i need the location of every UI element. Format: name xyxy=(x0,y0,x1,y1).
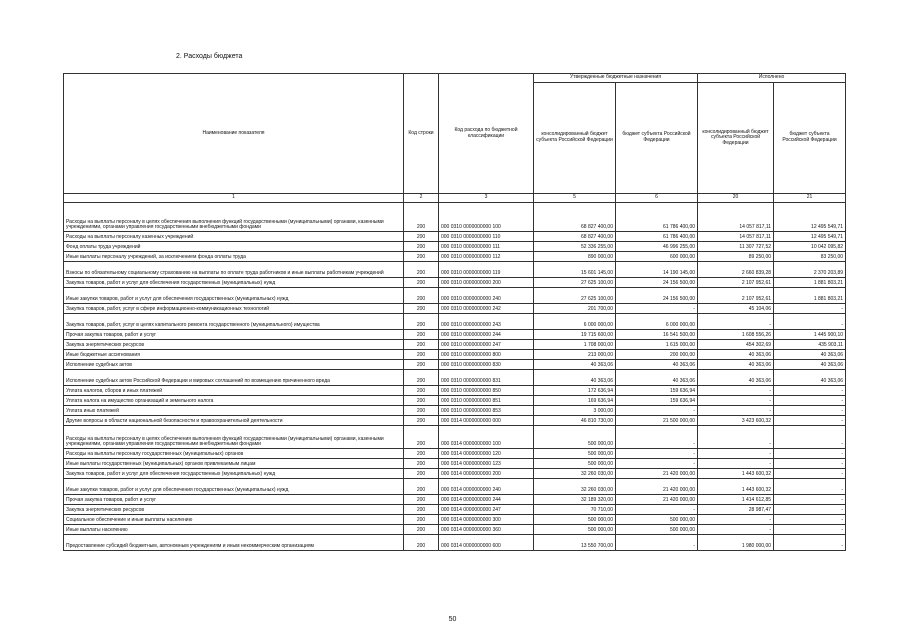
row-code: 200 xyxy=(404,386,439,396)
column-number: 20 xyxy=(698,194,774,203)
approved-subject: - xyxy=(616,426,698,449)
executed-consolidated: - xyxy=(698,459,774,469)
row-classification: 000 0310 0000000000 240 xyxy=(439,288,534,304)
approved-consolidated: 890 000,00 xyxy=(534,252,616,262)
row-name: Уплата налога на имущество организаций и земельного налога xyxy=(64,396,404,406)
row-name: Закупка товаров, работ и услуг для обеспечения государственных (муниципальных) нужд xyxy=(64,278,404,288)
executed-consolidated: - xyxy=(698,449,774,459)
table-row xyxy=(64,262,846,278)
approved-consolidated: 500 000,00 xyxy=(534,426,616,449)
approved-subject: 40 363,06 xyxy=(616,370,698,386)
row-classification: 000 0310 0000000000 110 xyxy=(439,232,534,242)
row-name: Предоставление субсидий бюджетным, автономным учреждениям и иным некоммерческим организациям xyxy=(64,535,404,551)
approved-consolidated: 3 000,00 xyxy=(534,406,616,416)
row-code: 200 xyxy=(404,242,439,252)
executed-consolidated: 1 608 556,26 xyxy=(698,330,774,340)
row-code: 200 xyxy=(404,370,439,386)
row-classification: 000 0310 0000000000 850 xyxy=(439,386,534,396)
executed-consolidated: - xyxy=(698,525,774,535)
row-name: Фонд оплаты труда учреждений xyxy=(64,242,404,252)
approved-subject: 200 000,00 xyxy=(616,350,698,360)
row-classification: 000 0314 0000000000 000 xyxy=(439,416,534,426)
header-approved-subject: бюджет субъекта Российской Федерации xyxy=(616,83,698,194)
approved-consolidated: 68 827 400,00 xyxy=(534,232,616,242)
row-classification: 000 0310 0000000000 244 xyxy=(439,330,534,340)
approved-consolidated: 500 000,00 xyxy=(534,525,616,535)
executed-consolidated: 45 104,06 xyxy=(698,304,774,314)
executed-subject: - xyxy=(774,459,846,469)
table-row xyxy=(64,386,846,396)
row-name: Расходы на выплаты персоналу в целях обеспечения выполнения функций государственными (муниципальными) органами, казенными учреждениями, органами управления государственными внебюджетными фондами xyxy=(64,426,404,449)
row-code: 200 xyxy=(404,304,439,314)
row-classification: 000 0310 0000000000 200 xyxy=(439,278,534,288)
approved-consolidated: 13 550 700,00 xyxy=(534,535,616,551)
table-row xyxy=(64,449,846,459)
executed-consolidated: 1 414 612,85 xyxy=(698,495,774,505)
approved-subject: - xyxy=(616,459,698,469)
table-row xyxy=(64,278,846,288)
row-name: Закупка энергетических ресурсов xyxy=(64,505,404,515)
column-number-row xyxy=(64,194,846,203)
row-code: 200 xyxy=(404,330,439,340)
approved-subject: 21 420 000,00 xyxy=(616,469,698,479)
table-row xyxy=(64,479,846,495)
header-approved-consolidated: консолидированный бюджет субъекта Российской Федерации xyxy=(534,83,616,194)
row-name: Закупка товаров, работ, услуг в целях капитального ремонта государственного (муниципального) имущества xyxy=(64,314,404,330)
executed-consolidated: 14 057 817,11 xyxy=(698,203,774,232)
table-row xyxy=(64,242,846,252)
approved-consolidated: 500 000,00 xyxy=(534,515,616,525)
executed-consolidated: 40 363,06 xyxy=(698,360,774,370)
row-name: Уплата налогов, сборов и иных платежей xyxy=(64,386,404,396)
row-classification: 000 0314 0000000000 100 xyxy=(439,426,534,449)
executed-consolidated: 28 987,47 xyxy=(698,505,774,515)
executed-consolidated: 3 423 600,32 xyxy=(698,416,774,426)
table-row xyxy=(64,252,846,262)
row-code: 200 xyxy=(404,469,439,479)
row-code: 200 xyxy=(404,525,439,535)
executed-consolidated: 89 250,00 xyxy=(698,252,774,262)
row-code: 200 xyxy=(404,416,439,426)
executed-subject: - xyxy=(774,304,846,314)
executed-consolidated: - xyxy=(698,406,774,416)
executed-consolidated: 2 660 839,28 xyxy=(698,262,774,278)
table-row xyxy=(64,370,846,386)
header-name: Наименование показателя xyxy=(64,74,404,194)
row-classification: 000 0314 0000000000 360 xyxy=(439,525,534,535)
row-name: Взносы по обязательному социальному страхованию на выплаты по оплате труда работников и иные выплаты работникам учреждений xyxy=(64,262,404,278)
row-name: Иные выплаты населению xyxy=(64,525,404,535)
executed-consolidated: - xyxy=(698,386,774,396)
executed-subject: 12 495 549,71 xyxy=(774,232,846,242)
approved-subject: 24 156 500,00 xyxy=(616,288,698,304)
executed-subject: 2 370 203,89 xyxy=(774,262,846,278)
approved-consolidated: 27 625 100,00 xyxy=(534,288,616,304)
approved-subject: - xyxy=(616,505,698,515)
row-name: Иные закупки товаров, работ и услуг для обеспечения государственных (муниципальных) нужд xyxy=(64,479,404,495)
page-number: 50 xyxy=(448,616,457,623)
approved-consolidated: 201 700,00 xyxy=(534,304,616,314)
approved-consolidated: 27 625 100,00 xyxy=(534,278,616,288)
approved-subject: 6 000 000,00 xyxy=(616,314,698,330)
executed-subject: 10 042 095,82 xyxy=(774,242,846,252)
approved-subject: - xyxy=(616,304,698,314)
executed-subject: - xyxy=(774,406,846,416)
approved-consolidated: 40 363,06 xyxy=(534,370,616,386)
approved-subject: 500 000,00 xyxy=(616,525,698,535)
row-code: 200 xyxy=(404,262,439,278)
executed-subject: - xyxy=(774,396,846,406)
table-row xyxy=(64,396,846,406)
table-row xyxy=(64,304,846,314)
table-row xyxy=(64,360,846,370)
approved-subject: 159 636,94 xyxy=(616,396,698,406)
approved-consolidated: 1 708 000,00 xyxy=(534,340,616,350)
executed-consolidated: 2 107 952,61 xyxy=(698,278,774,288)
row-code: 200 xyxy=(404,459,439,469)
table-row xyxy=(64,232,846,242)
approved-consolidated: 52 336 255,00 xyxy=(534,242,616,252)
row-classification: 000 0314 0000000000 120 xyxy=(439,449,534,459)
row-classification: 000 0310 0000000000 853 xyxy=(439,406,534,416)
row-code: 200 xyxy=(404,314,439,330)
executed-subject: - xyxy=(774,505,846,515)
table-row xyxy=(64,406,846,416)
executed-subject: - xyxy=(774,416,846,426)
row-classification: 000 0314 0000000000 244 xyxy=(439,495,534,505)
row-code: 200 xyxy=(404,426,439,449)
executed-consolidated: 1 980 000,00 xyxy=(698,535,774,551)
header-approved-group: Утвержденные бюджетные назначения xyxy=(534,74,698,83)
approved-subject: 21 420 000,00 xyxy=(616,479,698,495)
row-name: Расходы на выплаты персоналу казенных учреждений xyxy=(64,232,404,242)
approved-subject: 159 636,94 xyxy=(616,386,698,396)
row-name: Прочая закупка товаров, работ и услуг xyxy=(64,495,404,505)
row-code: 200 xyxy=(404,495,439,505)
table-row xyxy=(64,459,846,469)
approved-subject: 21 500 000,00 xyxy=(616,416,698,426)
header-executed-consolidated: консолидированный бюджет субъекта Российской Федерации xyxy=(698,83,774,194)
table-row xyxy=(64,314,846,330)
table-row xyxy=(64,416,846,426)
section-title: 2. Расходы бюджета xyxy=(176,53,243,60)
table-row xyxy=(64,505,846,515)
executed-consolidated: 1 443 600,32 xyxy=(698,479,774,495)
approved-consolidated: 32 260 030,00 xyxy=(534,469,616,479)
column-number: 21 xyxy=(774,194,846,203)
table-row xyxy=(64,350,846,360)
approved-consolidated: 172 636,94 xyxy=(534,386,616,396)
row-name: Закупка товаров, работ, услуг в сфере информационно-коммуникационных технологий xyxy=(64,304,404,314)
row-classification: 000 0314 0000000000 300 xyxy=(439,515,534,525)
row-code: 200 xyxy=(404,203,439,232)
row-classification: 000 0310 0000000000 111 xyxy=(439,242,534,252)
row-code: 200 xyxy=(404,278,439,288)
executed-consolidated: 2 107 952,61 xyxy=(698,288,774,304)
row-name: Прочая закупка товаров, работ и услуг xyxy=(64,330,404,340)
approved-subject: 24 156 500,00 xyxy=(616,278,698,288)
row-classification: 000 0310 0000000000 112 xyxy=(439,252,534,262)
approved-subject: - xyxy=(616,406,698,416)
row-code: 200 xyxy=(404,449,439,459)
row-classification: 000 0310 0000000000 119 xyxy=(439,262,534,278)
executed-subject: 12 495 549,71 xyxy=(774,203,846,232)
executed-subject: 1 881 803,21 xyxy=(774,278,846,288)
row-name: Исполнение судебных актов xyxy=(64,360,404,370)
column-number: 2 xyxy=(404,194,439,203)
executed-subject: - xyxy=(774,535,846,551)
executed-consolidated: - xyxy=(698,396,774,406)
executed-subject: 1 881 803,21 xyxy=(774,288,846,304)
approved-consolidated: 32 189 320,00 xyxy=(534,495,616,505)
row-classification: 000 0314 0000000000 123 xyxy=(439,459,534,469)
executed-subject: - xyxy=(774,469,846,479)
row-classification: 000 0310 0000000000 243 xyxy=(439,314,534,330)
approved-subject: 61 786 400,00 xyxy=(616,203,698,232)
executed-consolidated: 1 443 600,32 xyxy=(698,469,774,479)
header-row-code: Код строки xyxy=(404,74,439,194)
executed-subject: 40 363,06 xyxy=(774,360,846,370)
header-classification: Код расхода по бюджетной классификации xyxy=(439,74,534,194)
table-row xyxy=(64,203,846,232)
row-classification: 000 0310 0000000000 831 xyxy=(439,370,534,386)
approved-consolidated: 40 363,06 xyxy=(534,360,616,370)
executed-consolidated: - xyxy=(698,314,774,330)
table-row xyxy=(64,288,846,304)
executed-subject: - xyxy=(774,495,846,505)
executed-subject: - xyxy=(774,386,846,396)
row-name: Другие вопросы в области национальной безопасности и правоохранительной деятельности xyxy=(64,416,404,426)
executed-consolidated: 454 302,69 xyxy=(698,340,774,350)
executed-subject: 40 363,06 xyxy=(774,350,846,360)
row-classification: 000 0310 0000000000 100 xyxy=(439,203,534,232)
row-name: Расходы на выплаты персоналу в целях обеспечения выполнения функций государственными (муниципальными) органами, казенными учреждениями, органами управления государственными внебюджетными фондами xyxy=(64,203,404,232)
table-row xyxy=(64,340,846,350)
column-number: 1 xyxy=(64,194,404,203)
approved-subject: - xyxy=(616,449,698,459)
approved-subject: 14 190 145,00 xyxy=(616,262,698,278)
row-name: Исполнение судебных актов Российской Федерации и мировых соглашений по возмещению причиненного вреда xyxy=(64,370,404,386)
header-executed-group: Исполнено xyxy=(698,74,846,83)
column-number: 3 xyxy=(439,194,534,203)
approved-consolidated: 70 710,00 xyxy=(534,505,616,515)
table-body xyxy=(64,203,846,551)
executed-consolidated: - xyxy=(698,515,774,525)
executed-subject: 435 903,11 xyxy=(774,340,846,350)
row-name: Закупка товаров, работ и услуг для обеспечения государственных (муниципальных) нужд xyxy=(64,469,404,479)
approved-consolidated: 19 715 600,00 xyxy=(534,330,616,340)
approved-subject: - xyxy=(616,535,698,551)
row-classification: 000 0310 0000000000 830 xyxy=(439,360,534,370)
row-code: 200 xyxy=(404,350,439,360)
row-code: 200 xyxy=(404,479,439,495)
row-code: 200 xyxy=(404,406,439,416)
table-row xyxy=(64,495,846,505)
approved-subject: 46 996 255,00 xyxy=(616,242,698,252)
row-classification: 000 0314 0000000000 247 xyxy=(439,505,534,515)
executed-subject: - xyxy=(774,426,846,449)
approved-subject: 1 615 000,00 xyxy=(616,340,698,350)
table-row xyxy=(64,469,846,479)
executed-subject: - xyxy=(774,525,846,535)
executed-consolidated: 14 057 817,11 xyxy=(698,232,774,242)
column-number: 6 xyxy=(616,194,698,203)
row-name: Расходы на выплаты персоналу государственных (муниципальных) органов xyxy=(64,449,404,459)
row-code: 200 xyxy=(404,252,439,262)
approved-subject: 600 000,00 xyxy=(616,252,698,262)
table-row xyxy=(64,535,846,551)
approved-consolidated: 213 000,00 xyxy=(534,350,616,360)
approved-consolidated: 68 827 400,00 xyxy=(534,203,616,232)
approved-consolidated: 32 260 030,00 xyxy=(534,479,616,495)
table-row xyxy=(64,426,846,449)
table-row xyxy=(64,515,846,525)
row-code: 200 xyxy=(404,232,439,242)
row-code: 200 xyxy=(404,340,439,350)
table-row xyxy=(64,330,846,340)
row-code: 200 xyxy=(404,505,439,515)
row-name: Социальное обеспечение и иные выплаты населению xyxy=(64,515,404,525)
approved-consolidated: 46 810 730,00 xyxy=(534,416,616,426)
executed-consolidated: 11 307 727,52 xyxy=(698,242,774,252)
row-code: 200 xyxy=(404,360,439,370)
approved-consolidated: 169 636,94 xyxy=(534,396,616,406)
row-code: 200 xyxy=(404,535,439,551)
executed-subject: 40 363,06 xyxy=(774,370,846,386)
approved-subject: 21 420 000,00 xyxy=(616,495,698,505)
executed-subject: 1 445 900,10 xyxy=(774,330,846,340)
row-classification: 000 0314 0000000000 240 xyxy=(439,479,534,495)
row-name: Иные выплаты персоналу учреждений, за исключением фонда оплаты труда xyxy=(64,252,404,262)
executed-consolidated: - xyxy=(698,426,774,449)
executed-consolidated: 40 363,06 xyxy=(698,350,774,360)
row-name: Иные выплаты государственных (муниципальных) органов привлекаемым лицам xyxy=(64,459,404,469)
row-classification: 000 0314 0000000000 200 xyxy=(439,469,534,479)
executed-consolidated: 40 363,06 xyxy=(698,370,774,386)
executed-subject: - xyxy=(774,449,846,459)
executed-subject: - xyxy=(774,479,846,495)
row-code: 200 xyxy=(404,396,439,406)
approved-consolidated: 15 601 145,00 xyxy=(534,262,616,278)
row-classification: 000 0310 0000000000 247 xyxy=(439,340,534,350)
executed-subject: 83 250,00 xyxy=(774,252,846,262)
header-executed-subject: бюджет субъекта Российской Федерации xyxy=(774,83,846,194)
row-classification: 000 0310 0000000000 851 xyxy=(439,396,534,406)
row-name: Закупка энергетических ресурсов xyxy=(64,340,404,350)
row-classification: 000 0314 0000000000 600 xyxy=(439,535,534,551)
expenditure-table xyxy=(63,73,846,551)
column-number: 5 xyxy=(534,194,616,203)
row-name: Уплата иных платежей xyxy=(64,406,404,416)
row-name: Иные закупки товаров, работ и услуг для обеспечения государственных (муниципальных) нужд xyxy=(64,288,404,304)
approved-subject: 40 363,06 xyxy=(616,360,698,370)
approved-consolidated: 6 000 000,00 xyxy=(534,314,616,330)
table-row xyxy=(64,525,846,535)
executed-subject: - xyxy=(774,314,846,330)
row-code: 200 xyxy=(404,515,439,525)
executed-subject: - xyxy=(774,515,846,525)
row-name: Иные бюджетные ассигнования xyxy=(64,350,404,360)
approved-subject: 16 541 500,00 xyxy=(616,330,698,340)
row-classification: 000 0310 0000000000 800 xyxy=(439,350,534,360)
approved-consolidated: 500 000,00 xyxy=(534,449,616,459)
row-classification: 000 0310 0000000000 242 xyxy=(439,304,534,314)
row-code: 200 xyxy=(404,288,439,304)
approved-subject: 500 000,00 xyxy=(616,515,698,525)
approved-subject: 61 786 400,00 xyxy=(616,232,698,242)
approved-consolidated: 500 000,00 xyxy=(534,459,616,469)
